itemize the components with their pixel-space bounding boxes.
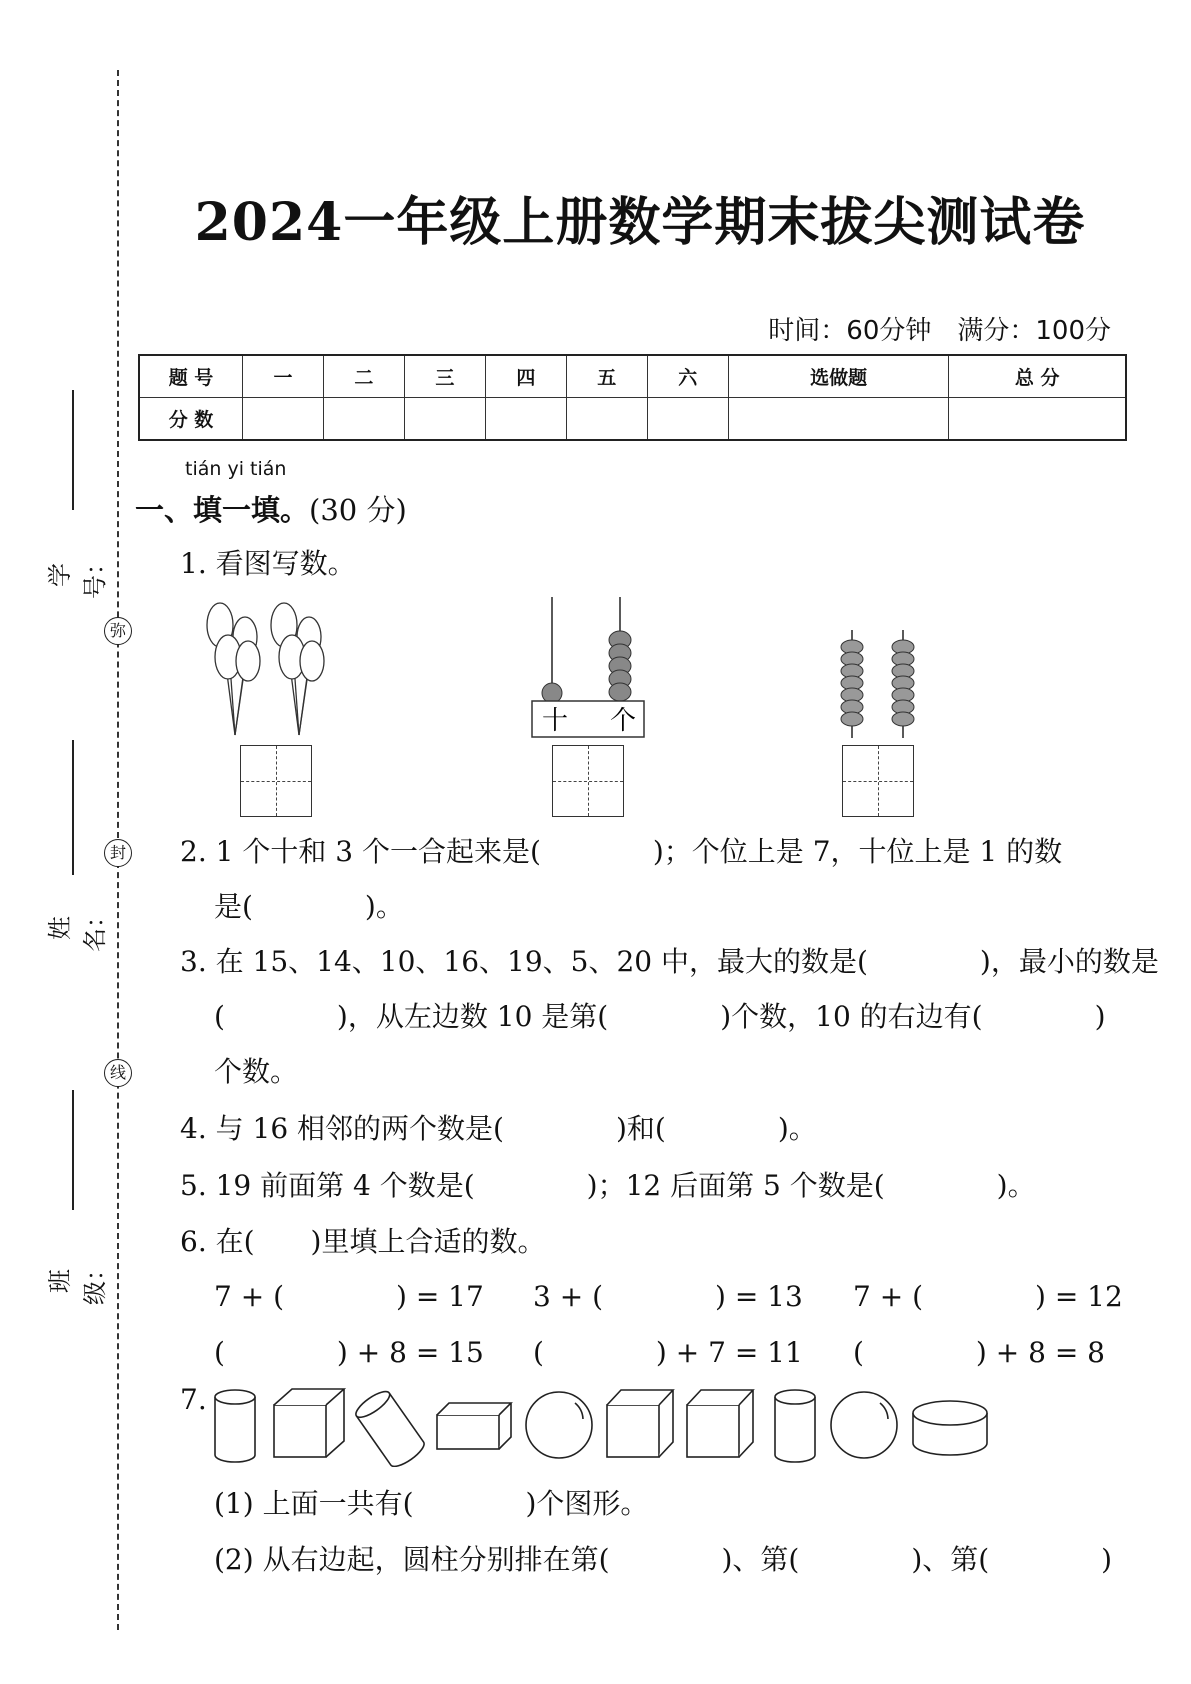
bead bbox=[892, 712, 914, 726]
tilted-cylinder-shape bbox=[352, 1387, 427, 1467]
bead-strings-image bbox=[835, 630, 915, 740]
student-id-label: 学号： bbox=[46, 551, 109, 599]
section-title: 一、填一填。 bbox=[135, 493, 310, 527]
q6-eq-1: 7 + ( ) = 17 bbox=[214, 1280, 484, 1313]
header-cell: 二 bbox=[323, 355, 404, 398]
name-line bbox=[72, 740, 74, 875]
score-cell[interactable] bbox=[485, 398, 566, 441]
cube-shape bbox=[687, 1390, 753, 1457]
header-cell: 三 bbox=[404, 355, 485, 398]
q6-text: 6. 在( )里填上合适的数。 bbox=[180, 1225, 546, 1258]
q6-eq-2: 3 + ( ) = 13 bbox=[533, 1280, 803, 1313]
q6-eq-5: ( ) + 7 = 11 bbox=[533, 1336, 803, 1369]
header-cell: 题 号 bbox=[139, 355, 243, 398]
name-label: 姓名： bbox=[46, 904, 109, 952]
q1-text: 1. 看图写数。 bbox=[180, 547, 356, 580]
student-id-line bbox=[72, 390, 74, 510]
q2-line-1: 2. 1 个十和 3 个一合起来是( )；个位上是 7，十位上是 1 的数 bbox=[180, 835, 1063, 868]
balloons-image bbox=[200, 595, 360, 740]
section-score: (30 分) bbox=[309, 493, 407, 527]
answer-box-2[interactable] bbox=[552, 745, 624, 817]
score-table-row bbox=[139, 398, 1126, 441]
header-cell: 六 bbox=[647, 355, 728, 398]
shapes-row bbox=[210, 1385, 1000, 1467]
sphere-shape bbox=[831, 1392, 897, 1458]
seal-xian: 线 bbox=[104, 1059, 132, 1087]
q6-eq-4: ( ) + 8 = 15 bbox=[214, 1336, 484, 1369]
abacus-beads bbox=[542, 631, 631, 703]
score-table-header bbox=[139, 355, 1126, 398]
cuboid-shape bbox=[437, 1403, 511, 1449]
abacus-image bbox=[530, 595, 650, 740]
score-cell[interactable] bbox=[647, 398, 728, 441]
section-heading bbox=[135, 488, 407, 529]
q4-text: 4. 与 16 相邻的两个数是( )和( )。 bbox=[180, 1112, 817, 1145]
class-label: 班级： bbox=[46, 1257, 109, 1305]
page-title: 2024一年级上册数学期末拔尖测试卷 bbox=[194, 192, 1086, 253]
header-cell: 选做题 bbox=[728, 355, 949, 398]
answer-box-1[interactable] bbox=[240, 745, 312, 817]
bead bbox=[841, 712, 863, 726]
section-pinyin: tián yi tián bbox=[185, 458, 287, 480]
ones-label: 个 bbox=[610, 706, 637, 736]
q3-line-1: 3. 在 15、14、10、16、19、5、20 中，最大的数是( )，最小的数是 bbox=[180, 945, 1159, 978]
exam-meta: 时间：60分钟 满分：100分 bbox=[768, 316, 1111, 346]
q2-line-2: 是( )。 bbox=[214, 890, 404, 923]
class-line bbox=[72, 1090, 74, 1210]
balloon-bunch-2 bbox=[271, 603, 324, 735]
cylinder-shape bbox=[775, 1390, 815, 1462]
cylinder-shape bbox=[215, 1390, 255, 1462]
q3-line-3: 个数。 bbox=[214, 1055, 299, 1088]
row-label: 分 数 bbox=[139, 398, 243, 441]
header-cell: 五 bbox=[566, 355, 647, 398]
sphere-shape bbox=[526, 1392, 592, 1458]
balloon-bunch-1 bbox=[207, 603, 260, 735]
header-cell: 总 分 bbox=[949, 355, 1126, 398]
q5-text: 5. 19 前面第 4 个数是( )；12 后面第 5 个数是( )。 bbox=[180, 1169, 1036, 1202]
tens-label: 十 bbox=[542, 706, 569, 736]
q7-number: 7. bbox=[180, 1383, 207, 1416]
cube-shape bbox=[607, 1390, 673, 1457]
seal-feng: 封 bbox=[104, 839, 132, 867]
score-cell[interactable] bbox=[949, 398, 1126, 441]
q7-sub1: (1) 上面一共有( )个图形。 bbox=[214, 1487, 649, 1520]
q6-eq-6: ( ) + 8 = 8 bbox=[853, 1336, 1106, 1369]
header-cell: 四 bbox=[485, 355, 566, 398]
score-cell[interactable] bbox=[404, 398, 485, 441]
answer-box-3[interactable] bbox=[842, 745, 914, 817]
short-cylinder-shape bbox=[913, 1401, 987, 1455]
score-cell[interactable] bbox=[323, 398, 404, 441]
score-table bbox=[138, 354, 1127, 441]
cube-shape bbox=[274, 1389, 344, 1457]
score-cell[interactable] bbox=[566, 398, 647, 441]
score-cell[interactable] bbox=[243, 398, 324, 441]
q6-eq-3: 7 + ( ) = 12 bbox=[853, 1280, 1123, 1313]
seal-mi: 弥 bbox=[104, 617, 132, 645]
header-cell: 一 bbox=[243, 355, 324, 398]
q7-sub2: (2) 从右边起，圆柱分别排在第( )、第( )、第( ) bbox=[214, 1543, 1113, 1576]
score-cell[interactable] bbox=[728, 398, 949, 441]
q3-line-2: ( )，从左边数 10 是第( )个数，10 的右边有( ) bbox=[214, 1000, 1106, 1033]
